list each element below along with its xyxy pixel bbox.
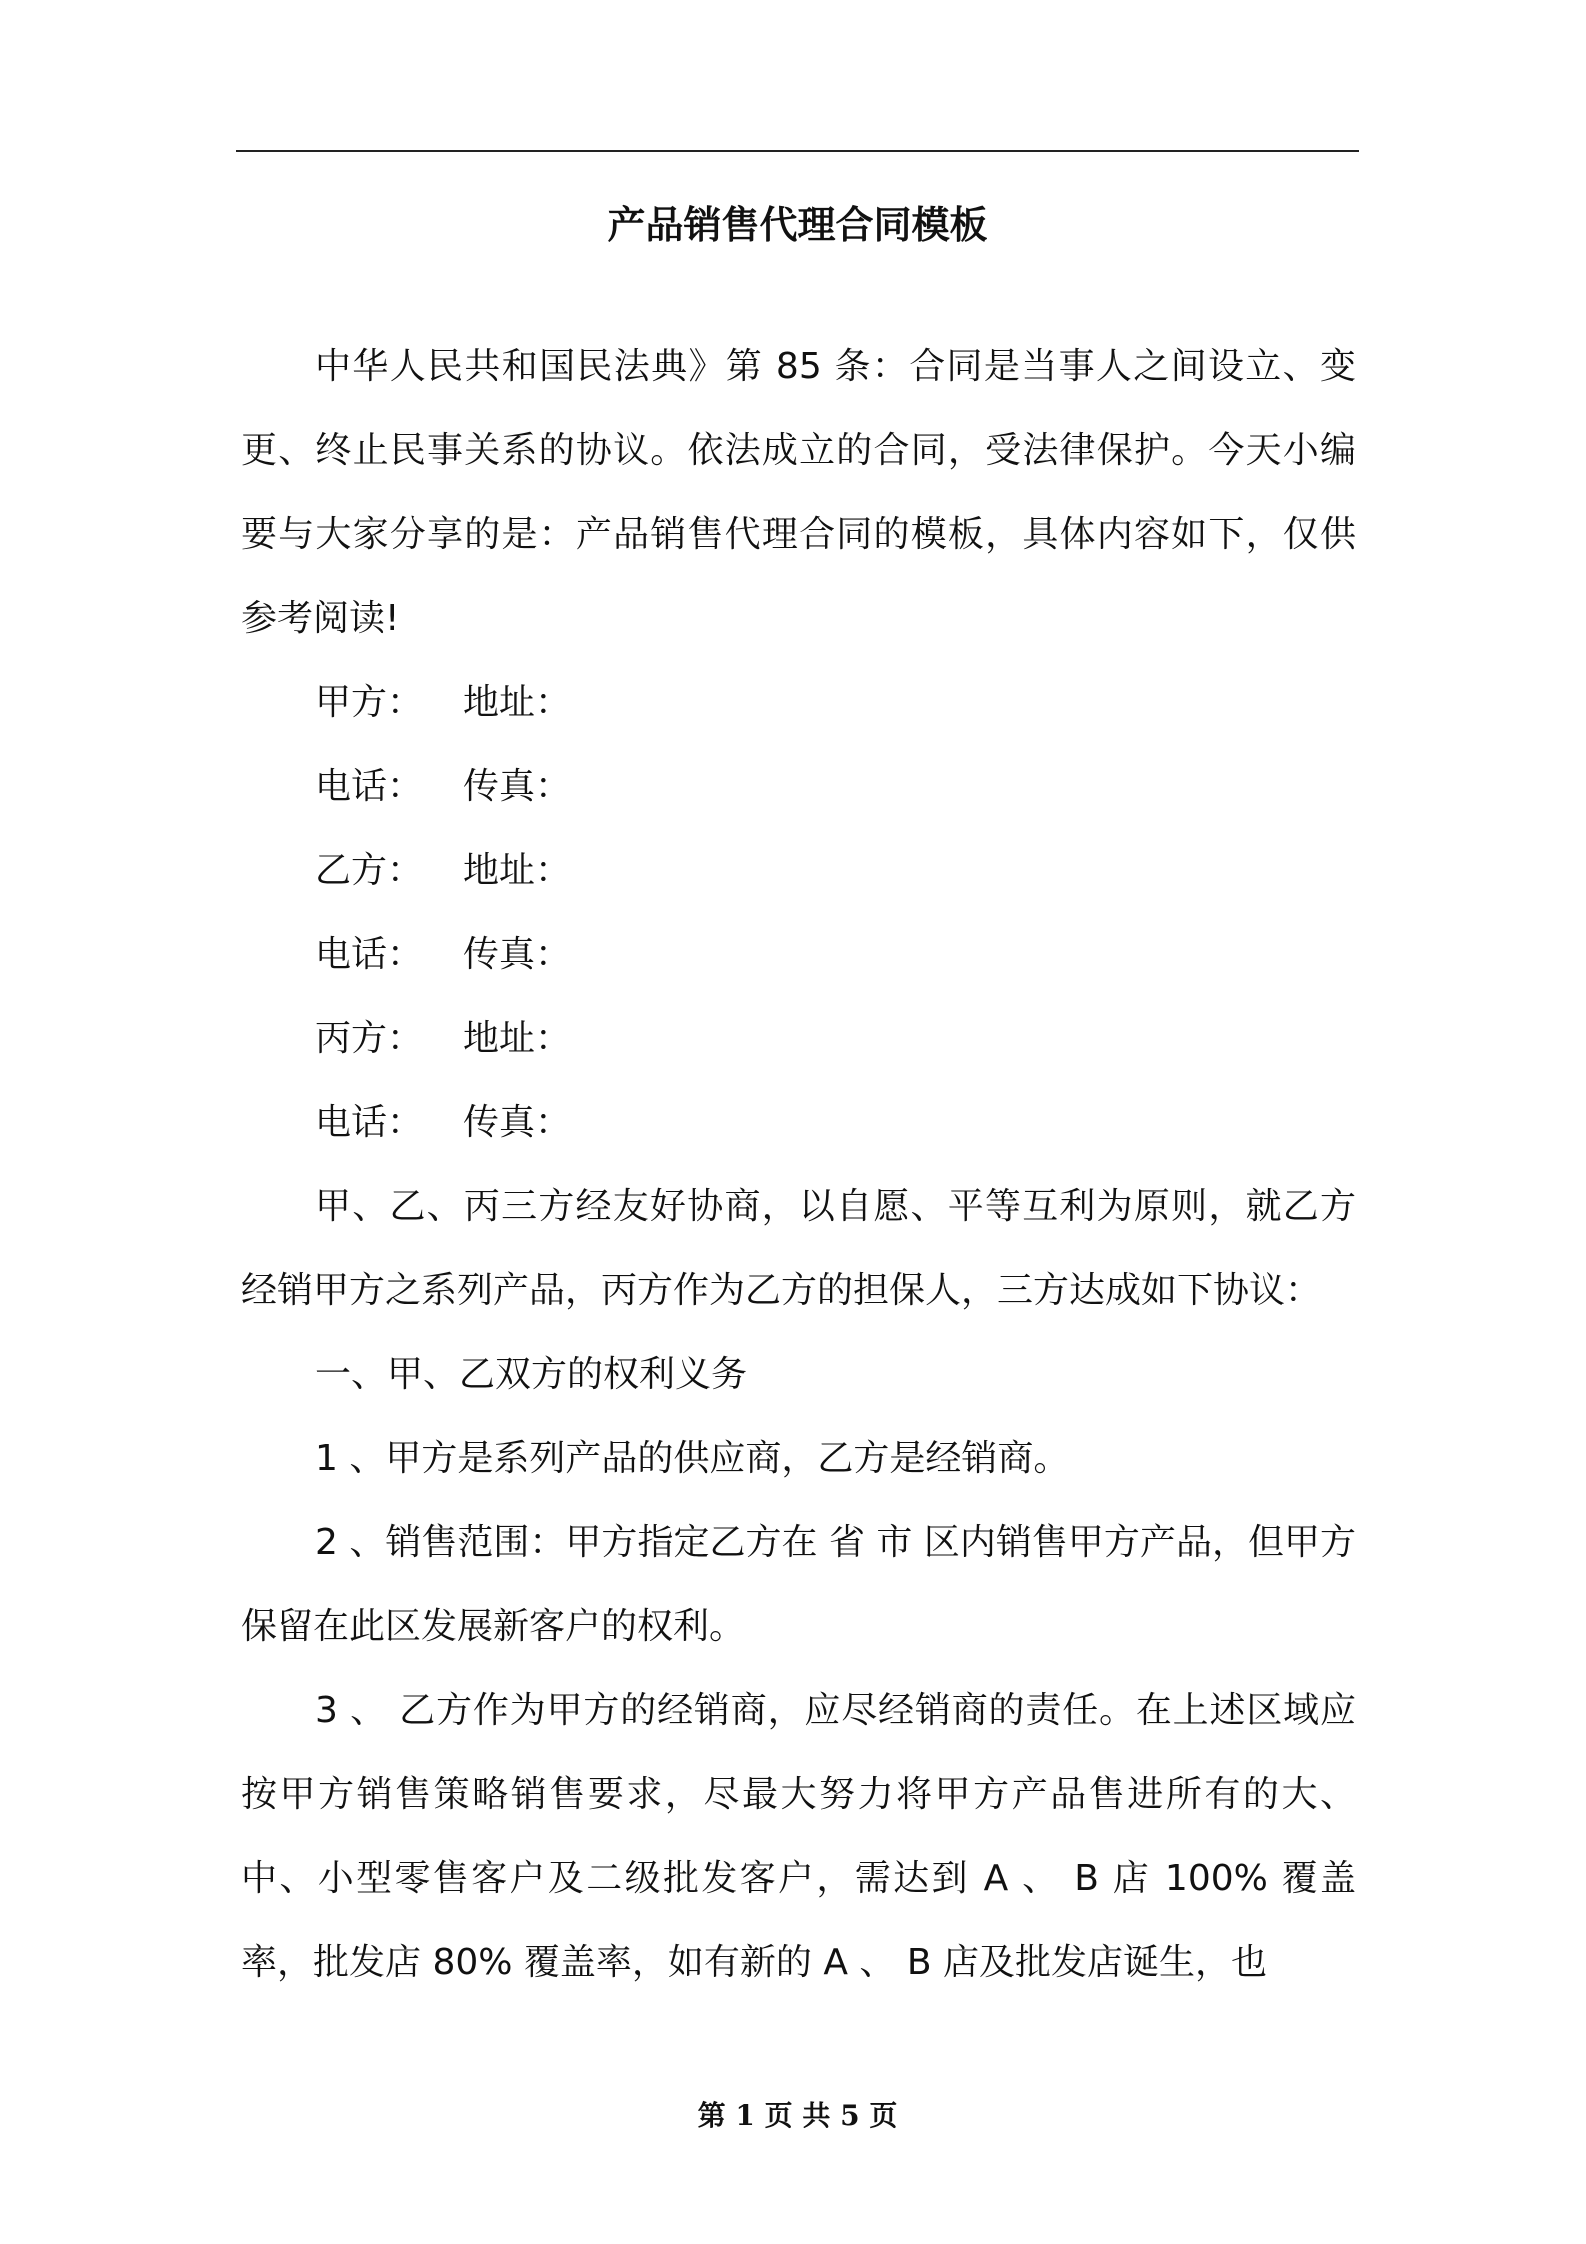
party-a-phone-row [241,745,1356,829]
field-value: 传真： [463,766,572,807]
party-b-row [241,829,1356,913]
field-label: 丙方： [315,1018,424,1059]
preamble-paragraph: 甲、乙、丙三方经友好协商，以自愿、平等互利为原则，就乙方经销甲方之系列产品，丙方作为乙方的担保人，三方达成如下协议： [241,1186,1356,1311]
field-label: 电话： [315,1102,424,1143]
document-title: 产品销售代理合同模板 [607,203,988,247]
section-heading: 一、甲、乙双方的权利义务 [315,1354,748,1395]
party-a-row [241,661,1356,745]
document-body [241,325,1356,2005]
party-c-row [241,997,1356,1081]
field-label: 乙方： [315,850,424,891]
field-value: 地址： [463,850,572,891]
clause-2: 2 、销售范围：甲方指定乙方在 省 市 区内销售甲方产品，但甲方保留在此区发展新客户的权利。 [241,1522,1356,1647]
field-value: 地址： [463,682,572,723]
field-label: 电话： [315,766,424,807]
page-number: 第 1 页 共 5 页 [697,2099,898,2132]
party-b-phone-row [241,913,1356,997]
field-label: 甲方： [315,682,424,723]
clause-3: 3 、 乙方作为甲方的经销商，应尽经销商的责任。在上述区域应按甲方销售策略销售要求，尽最大努力将甲方产品售进所有的大、中、小型零售客户及二级批发客户，需达到 A 、 B 店 100% 覆盖率，批发店 80% 覆盖率，如有新的 A 、 B 店及批发店诞生，也 [241,1690,1356,1983]
header-rule [236,150,1359,152]
intro-paragraph: 中华人民共和国民法典》第 85 条：合同是当事人之间设立、变更、终止民事关系的协议。依法成立的合同，受法律保护。今天小编要与大家分享的是：产品销售代理合同的模板，具体内容如下，仅供参考阅读! [241,346,1356,639]
field-value: 传真： [463,934,572,975]
clause-1: 1 、甲方是系列产品的供应商，乙方是经销商。 [315,1438,1070,1479]
field-value: 传真： [463,1102,572,1143]
field-value: 地址： [463,1018,572,1059]
party-c-phone-row [241,1081,1356,1165]
field-label: 电话： [315,934,424,975]
